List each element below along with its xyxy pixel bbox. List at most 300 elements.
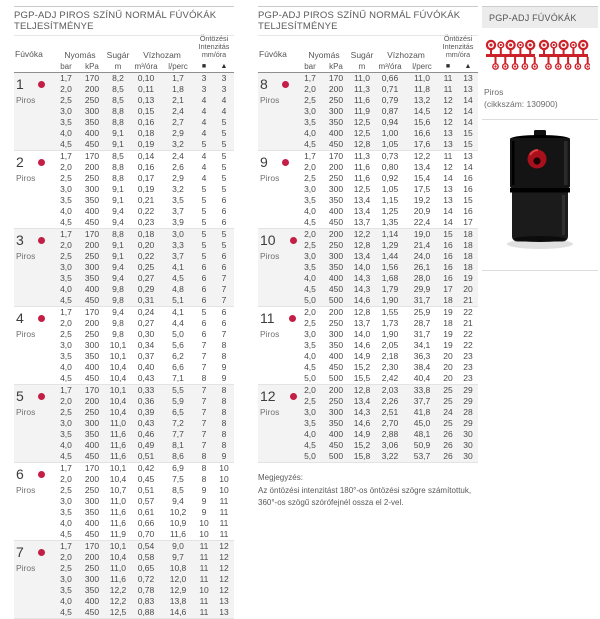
nozzle-color-label: Piros [260, 251, 280, 261]
cell: 500 [328, 373, 344, 383]
cell: 13 [219, 596, 229, 606]
cell: 0,46 [137, 429, 155, 439]
nozzle-color-label: Piros [16, 407, 36, 417]
cell: 200 [84, 318, 100, 328]
cell: 26 [443, 451, 453, 461]
cell: 3,0 [60, 106, 72, 116]
cell: 7 [201, 407, 207, 417]
cell: 5 [201, 195, 207, 205]
cell: 4 [201, 162, 207, 172]
table-row [14, 440, 234, 451]
cell: 13,4 [353, 251, 371, 261]
cell: 31,7 [413, 329, 431, 339]
cell: 6 [221, 307, 227, 317]
cell: 12 [219, 563, 229, 573]
cell: 13 [443, 139, 453, 149]
cell: 4 [201, 106, 207, 116]
cell: 6 [221, 251, 227, 261]
cell: 10,4 [109, 407, 127, 417]
red-dot-icon [38, 549, 45, 556]
cell: 0,19 [137, 139, 155, 149]
cell: 13,4 [413, 162, 431, 172]
cell: 22 [463, 307, 473, 317]
cell: 3,0 [60, 340, 72, 350]
table-row [14, 407, 234, 418]
table-row [14, 529, 234, 540]
cell: 11 [199, 563, 209, 573]
nozzle-group-label [16, 466, 45, 495]
cell: 250 [84, 95, 100, 105]
cell: 9,4 [172, 496, 184, 506]
note-text: Az öntözési intenzitást 180°-os öntözési szögre számítottuk, 360°-os szögű szórófejnél ossza el 2-vel. [258, 486, 472, 507]
sprinkler-photo [482, 120, 598, 271]
cell: 13,2 [413, 95, 431, 105]
cell-spacer [14, 128, 54, 139]
cell: 7,7 [172, 429, 184, 439]
cell: 48,1 [413, 429, 431, 439]
cell: 0,42 [137, 463, 155, 473]
cell: 350 [84, 351, 100, 361]
red-nozzle-rack-image [482, 28, 598, 87]
cell: 12,5 [353, 128, 371, 138]
unit-label: m³/óra [378, 61, 402, 71]
cell: 0,72 [137, 574, 155, 584]
cell: 5 [221, 139, 227, 149]
cell: 13 [219, 607, 229, 617]
cell: 8 [221, 418, 227, 428]
cell: 9 [201, 507, 207, 517]
cell: 10,2 [169, 507, 187, 517]
cell: 11 [199, 574, 209, 584]
cell: 350 [84, 117, 100, 127]
cell: 0,18 [137, 229, 155, 239]
cell: 41,8 [413, 407, 431, 417]
square-icon: ■ [445, 62, 451, 70]
table-row [258, 362, 478, 373]
cell: 14,3 [353, 284, 371, 294]
cell: 12,9 [169, 585, 187, 595]
cell: 300 [328, 251, 344, 261]
cell: 14,0 [353, 262, 371, 272]
cell: 1,7 [304, 151, 316, 161]
cell: 0,10 [137, 73, 155, 83]
cell-spacer [258, 418, 298, 429]
cell: 8,8 [112, 117, 124, 127]
cell: 11 [219, 529, 229, 539]
table-row [14, 574, 234, 585]
table-note [258, 472, 472, 509]
cell: 4,0 [60, 128, 72, 138]
table-row [258, 295, 478, 306]
cell: 0,31 [137, 295, 155, 305]
cell-spacer [14, 262, 54, 273]
cell: 3,5 [60, 507, 72, 517]
cell: 250 [328, 396, 344, 406]
cell: 8,6 [172, 451, 184, 461]
cell: 12,2 [109, 585, 127, 595]
cell: 3,5 [304, 262, 316, 272]
cell: 2,9 [172, 128, 184, 138]
table-row [258, 151, 478, 162]
table-row [258, 206, 478, 217]
cell: 400 [328, 206, 344, 216]
cell: 4,5 [304, 217, 316, 227]
table-row [14, 463, 234, 474]
cell: 1,90 [381, 295, 399, 305]
cell: 5 [221, 173, 227, 183]
cell-spacer [14, 139, 54, 150]
cell: 22 [463, 340, 473, 350]
nozzle-group-label [16, 232, 45, 261]
cell: 11,6 [110, 574, 126, 584]
cell: 12 [219, 574, 229, 584]
cell: 9,8 [112, 295, 124, 305]
cell: 3,5 [60, 585, 72, 595]
nozzle-number: 2 [16, 154, 24, 170]
cell: 31,7 [413, 295, 431, 305]
cell: 0,18 [137, 128, 155, 138]
cell: 9,4 [112, 273, 124, 283]
cell: 29 [463, 385, 473, 395]
cell: 10,4 [109, 552, 127, 562]
cell: 25 [443, 385, 453, 395]
cell: 250 [84, 563, 100, 573]
cell: 200 [328, 385, 344, 395]
nozzle-group [14, 229, 234, 307]
cell: 7 [201, 351, 207, 361]
cell: 6 [221, 195, 227, 205]
table-row [258, 128, 478, 139]
cell: 3 [201, 84, 207, 94]
cell: 1,8 [172, 84, 184, 94]
cell: 5 [221, 162, 227, 172]
cell: 11,9 [110, 529, 126, 539]
cell-spacer [14, 184, 54, 195]
cell: 2,4 [172, 151, 184, 161]
column-header-flow: Vízhozam [143, 50, 181, 60]
cell: 2,0 [60, 318, 72, 328]
cell: 9,1 [112, 240, 124, 250]
cell: 350 [84, 585, 100, 595]
cell: 18 [463, 229, 473, 239]
table-row [14, 95, 234, 106]
cell: 28,7 [413, 318, 431, 328]
table-row [14, 585, 234, 596]
cell: 2,0 [304, 84, 316, 94]
cell: 4,0 [304, 128, 316, 138]
cell: 0,58 [137, 552, 155, 562]
table-row [14, 240, 234, 251]
cell: 170 [84, 229, 100, 239]
cell-spacer [258, 262, 298, 273]
red-dot-icon [38, 393, 45, 400]
cell: 8,5 [112, 151, 124, 161]
nozzle-color-label: Piros [260, 329, 280, 339]
cell: 0,11 [138, 84, 154, 94]
nozzle-group [258, 385, 478, 463]
cell: 0,94 [381, 117, 399, 127]
cell: 170 [84, 385, 100, 395]
cell: 10,7 [109, 485, 127, 495]
cell: 250 [84, 407, 100, 417]
cell: 6 [201, 329, 207, 339]
cell: 450 [84, 451, 100, 461]
cell: 19 [443, 329, 453, 339]
cell: 3,0 [60, 574, 72, 584]
cell: 5,0 [172, 329, 184, 339]
cell: 23 [463, 373, 473, 383]
unit-label: l/perc [168, 61, 188, 71]
cell: 170 [84, 73, 100, 83]
cell: 0,73 [381, 151, 399, 161]
cell: 5 [221, 229, 227, 239]
cell: 11,3 [354, 84, 370, 94]
cell: 200 [328, 84, 344, 94]
nozzle-group [14, 463, 234, 541]
cell: 4,5 [172, 273, 184, 283]
cell: 2,1 [172, 95, 184, 105]
cell: 2,18 [381, 351, 399, 361]
cell: 0,29 [137, 284, 155, 294]
cell-spacer [14, 117, 54, 128]
cell: 12 [443, 106, 453, 116]
table-row [258, 351, 478, 362]
cell: 4 [201, 151, 207, 161]
cell: 23 [463, 362, 473, 372]
triangle-icon: ▲ [464, 62, 472, 70]
cell: 400 [84, 128, 100, 138]
cell: 8,8 [112, 106, 124, 116]
cell: 5 [221, 151, 227, 161]
table-row [14, 429, 234, 440]
cell: 1,7 [60, 385, 72, 395]
table-row [14, 84, 234, 95]
cell: 200 [84, 396, 100, 406]
cell: 450 [84, 373, 100, 383]
cell: 18 [463, 251, 473, 261]
cell: 300 [84, 574, 100, 584]
unit-label: m [358, 61, 366, 71]
cell: 300 [84, 496, 100, 506]
red-dot-icon [282, 81, 289, 88]
cell: 500 [328, 451, 344, 461]
cell: 14,6 [353, 295, 371, 305]
cell: 13,7 [353, 217, 371, 227]
cell: 2,5 [60, 485, 72, 495]
cell: 2,26 [381, 396, 399, 406]
cell: 5 [201, 184, 207, 194]
cell: 11,6 [110, 518, 126, 528]
cell: 12,5 [109, 607, 127, 617]
cell: 4,0 [60, 284, 72, 294]
cell: 3 [221, 84, 227, 94]
cell: 3,7 [172, 251, 184, 261]
cell: 170 [84, 151, 100, 161]
cell-spacer [14, 440, 54, 451]
cell: 11,6 [110, 507, 126, 517]
cell: 16 [443, 262, 453, 272]
cell: 400 [84, 284, 100, 294]
cell-spacer [14, 195, 54, 206]
cell: 10 [199, 529, 209, 539]
table-row [14, 117, 234, 128]
cell: 5,1 [172, 295, 184, 305]
cell: 2,5 [60, 329, 72, 339]
table-row [258, 273, 478, 284]
cell: 11,9 [354, 106, 370, 116]
cell: 24 [443, 407, 453, 417]
cell: 11 [199, 552, 209, 562]
table-row [258, 184, 478, 195]
cell: 4 [201, 95, 207, 105]
table-row [14, 295, 234, 306]
cell: 3,0 [304, 407, 316, 417]
cell: 10 [219, 485, 229, 495]
nozzle-group-label [16, 76, 45, 105]
table-row [14, 217, 234, 228]
cell: 9,1 [112, 195, 124, 205]
nozzle-number: 6 [16, 466, 24, 482]
cell: 4,5 [304, 440, 316, 450]
cell: 2,88 [381, 429, 399, 439]
cell: 12 [219, 541, 229, 551]
cell: 14 [463, 162, 473, 172]
cell: 7 [201, 429, 207, 439]
cell: 20 [443, 351, 453, 361]
nozzle-color-label: Piros [16, 173, 36, 183]
cell: 16 [443, 251, 453, 261]
cell: 11,0 [414, 73, 430, 83]
cell: 7,1 [172, 373, 184, 383]
nozzle-group-label [260, 154, 289, 183]
cell: 14 [463, 95, 473, 105]
cell-spacer [14, 574, 54, 585]
cell: 7 [201, 440, 207, 450]
table-row [258, 95, 478, 106]
cell: 170 [328, 73, 344, 83]
column-header-nozzle: Fúvóka [259, 49, 287, 59]
table-row [14, 162, 234, 173]
cell: 2,0 [60, 474, 72, 484]
cell: 0,83 [137, 596, 155, 606]
cell: 11,6 [354, 173, 370, 183]
cell: 3,22 [381, 451, 399, 461]
cell: 11 [219, 507, 229, 517]
cell: 450 [84, 607, 100, 617]
cell: 14 [463, 106, 473, 116]
cell: 14 [443, 217, 453, 227]
cell: 3,0 [304, 184, 316, 194]
cell: 9,0 [172, 541, 184, 551]
cell: 11,6 [170, 529, 186, 539]
cell: 3,5 [304, 418, 316, 428]
cell: 200 [328, 229, 344, 239]
table-row [14, 340, 234, 351]
cell: 0,37 [137, 351, 155, 361]
cell: 0,61 [137, 507, 155, 517]
cell: 2,9 [172, 173, 184, 183]
cell: 350 [328, 340, 344, 350]
cell: 12 [443, 117, 453, 127]
cell: 4,0 [304, 351, 316, 361]
cell: 11,0 [110, 563, 126, 573]
cell: 0,22 [137, 251, 155, 261]
cell: 9,4 [112, 217, 124, 227]
nozzle-color-label: Piros [260, 95, 280, 105]
cell: 19 [443, 307, 453, 317]
cell: 14,0 [353, 329, 371, 339]
nozzle-group [14, 73, 234, 151]
cell: 1,35 [381, 217, 399, 227]
table-row [14, 184, 234, 195]
cell: 11,0 [110, 496, 126, 506]
cell: 14,6 [169, 607, 187, 617]
cell: 10,4 [109, 362, 127, 372]
red-dot-icon [290, 393, 297, 400]
cell: 4,0 [60, 362, 72, 372]
cell: 6,6 [172, 362, 184, 372]
cell: 10 [219, 463, 229, 473]
cell: 38,4 [413, 362, 431, 372]
table-row [14, 451, 234, 462]
cell: 350 [84, 195, 100, 205]
cell: 8,5 [112, 84, 124, 94]
cell-spacer [258, 195, 298, 206]
cell: 3 [221, 73, 227, 83]
cell: 350 [328, 117, 344, 127]
cell: 10,9 [169, 518, 187, 528]
cell: 10,4 [109, 373, 127, 383]
cell: 2,0 [60, 84, 72, 94]
table-row [14, 418, 234, 429]
red-dot-icon [38, 237, 45, 244]
cell: 12,2 [109, 596, 127, 606]
cell: 5 [221, 184, 227, 194]
cell: 8 [221, 440, 227, 450]
cell: 7 [201, 385, 207, 395]
cell: 4,0 [304, 273, 316, 283]
cell-spacer [14, 295, 54, 306]
cell: 12,8 [353, 385, 371, 395]
cell: 9,4 [112, 307, 124, 317]
cell: 3,9 [172, 217, 184, 227]
cell: 5 [201, 307, 207, 317]
cell: 200 [328, 162, 344, 172]
cell: 16 [463, 206, 473, 216]
table-row [14, 139, 234, 150]
cell: 14,3 [353, 407, 371, 417]
cell: 12,2 [353, 229, 371, 239]
cell: 11,0 [110, 418, 126, 428]
cell: 28,0 [413, 273, 431, 283]
cell: 0,92 [381, 173, 399, 183]
cell-spacer [14, 451, 54, 462]
cell: 1,15 [381, 195, 399, 205]
table-row [14, 485, 234, 496]
cell: 6 [221, 262, 227, 272]
cell-spacer [14, 596, 54, 607]
cell: 15,2 [353, 362, 371, 372]
table-row [14, 229, 234, 240]
cell: 8,8 [112, 229, 124, 239]
cell: 1,90 [381, 329, 399, 339]
cell: 12,5 [353, 117, 371, 127]
cell: 170 [328, 151, 344, 161]
cell: 8,8 [112, 173, 124, 183]
nozzle-number: 7 [16, 544, 24, 560]
cell: 300 [328, 329, 344, 339]
cell: 3,5 [60, 273, 72, 283]
